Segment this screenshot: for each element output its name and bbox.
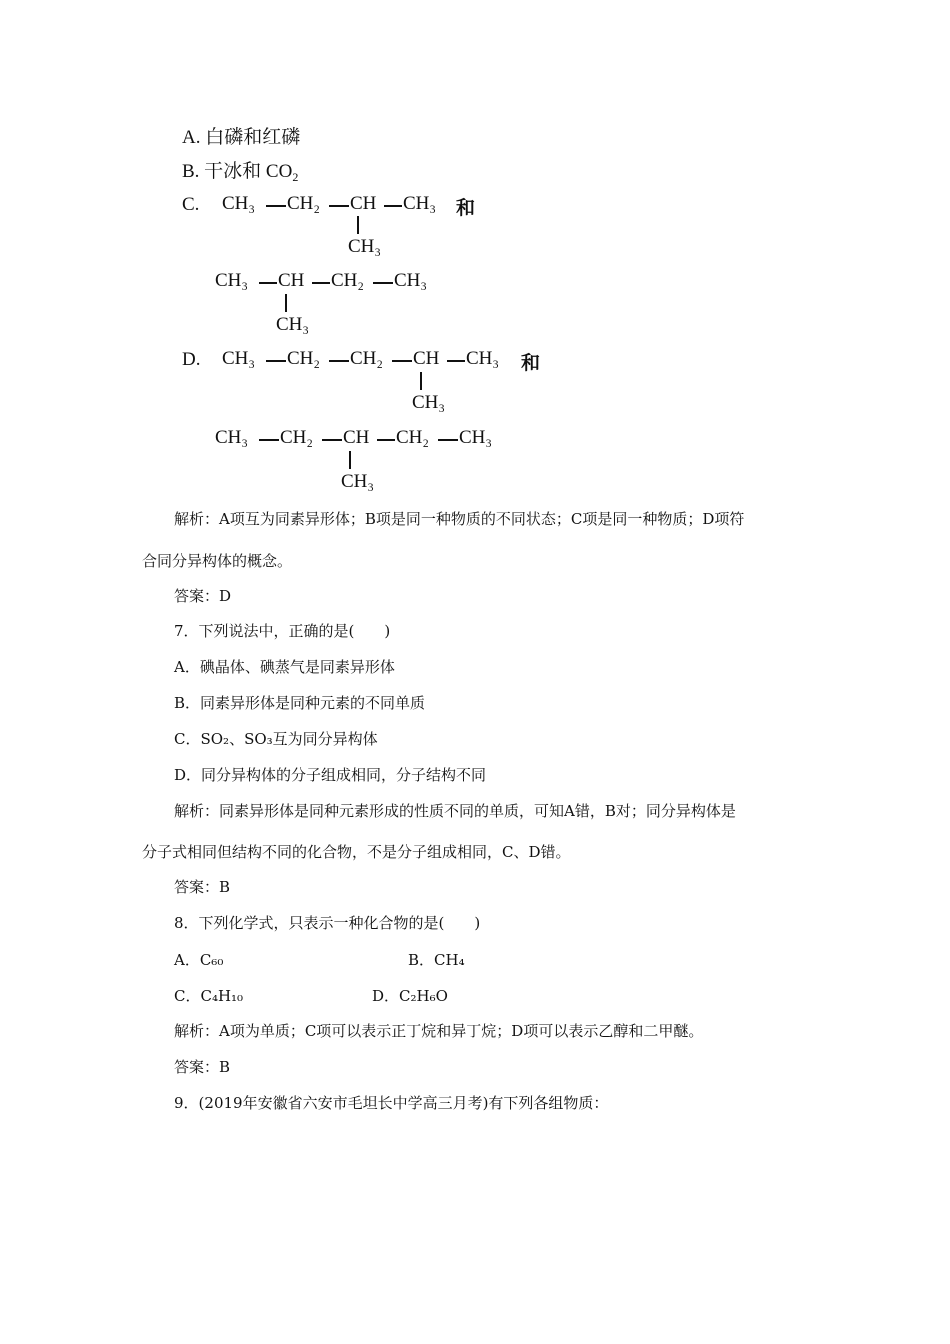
group-ch3: CH₃	[394, 270, 428, 291]
bond	[329, 360, 349, 362]
q8-option-a: A．C₆₀	[174, 951, 224, 969]
group-ch3: CH₃	[215, 427, 249, 448]
option-c-label: C.	[182, 194, 200, 215]
group-ch3: CH₃	[412, 392, 446, 413]
group-ch3: CH₃	[215, 270, 249, 291]
q7-answer: 答案：B	[174, 878, 231, 896]
q6-analysis-line2: 合同分异构体的概念。	[142, 552, 293, 570]
group-ch2: CH₂	[350, 348, 384, 369]
group-ch3: CH₃	[276, 314, 310, 335]
group-ch2: CH₂	[331, 270, 365, 291]
group-ch2: CH₂	[287, 348, 321, 369]
group-ch3: CH₃	[222, 193, 256, 214]
group-ch: CH	[413, 348, 440, 369]
bond	[384, 205, 402, 207]
q8-analysis: 解析：A项为单质；C项可以表示正丁烷和异丁烷；D项可以表示乙醇和二甲醚。	[174, 1022, 704, 1040]
bond	[392, 360, 412, 362]
q8-stem: 8．下列化学式，只表示一种化合物的是( )	[174, 914, 481, 932]
bond	[285, 294, 287, 312]
q7-option-b: B．同素异形体是同种元素的不同单质	[174, 694, 426, 712]
and-word: 和	[456, 198, 476, 219]
q7-analysis-line2: 分子式相同但结构不同的化合物，不是分子组成相同，C、D错。	[142, 843, 571, 861]
bond	[357, 216, 359, 234]
group-ch2: CH₂	[396, 427, 430, 448]
group-ch2: CH₂	[287, 193, 321, 214]
group-ch: CH	[350, 193, 377, 214]
bond	[447, 360, 465, 362]
bond	[259, 282, 277, 284]
group-ch3: CH₃	[466, 348, 500, 369]
q7-option-a: A．碘晶体、碘蒸气是同素异形体	[174, 658, 395, 676]
bond	[266, 360, 286, 362]
q7-option-c: C．SO₂、SO₃互为同分异构体	[174, 730, 378, 748]
bond	[349, 451, 351, 469]
q9-stem: 9．(2019年安徽省六安市毛坦长中学高三月考)有下列各组物质：	[174, 1094, 609, 1112]
q7-stem: 7．下列说法中，正确的是( )	[174, 622, 391, 640]
q8-option-d: D．C₂H₆O	[372, 987, 448, 1005]
option-b-subscript: 2	[292, 170, 299, 184]
bond	[259, 439, 279, 441]
q8-option-c: C．C₄H₁₀	[174, 987, 244, 1005]
option-b-text: B. 干冰和 CO	[182, 161, 293, 182]
option-d-label: D.	[182, 349, 201, 370]
q7-option-d: D．同分异构体的分子组成相同，分子结构不同	[174, 766, 487, 784]
group-ch3: CH₃	[341, 471, 375, 492]
bond	[420, 372, 422, 390]
bond	[312, 282, 330, 284]
group-ch: CH	[278, 270, 305, 291]
bond	[373, 282, 393, 284]
group-ch3: CH₃	[459, 427, 493, 448]
bond	[322, 439, 342, 441]
q8-option-b: B．CH₄	[408, 951, 465, 969]
group-ch3: CH₃	[403, 193, 437, 214]
q8-answer: 答案：B	[174, 1058, 231, 1076]
bond	[329, 205, 349, 207]
bond	[266, 205, 286, 207]
option-a: A. 白磷和红磷	[182, 127, 301, 148]
and-word: 和	[521, 353, 541, 374]
option-b	[182, 160, 298, 185]
q6-analysis-line1: 解析：A项互为同素异形体；B项是同一种物质的不同状态；C项是同一种物质；D项符	[174, 510, 745, 528]
group-ch: CH	[343, 427, 370, 448]
bond	[438, 439, 458, 441]
group-ch3: CH₃	[348, 236, 382, 257]
q7-analysis-line1: 解析：同素异形体是同种元素形成的性质不同的单质，可知A错，B对；同分异构体是	[174, 802, 736, 820]
bond	[377, 439, 395, 441]
group-ch3: CH₃	[222, 348, 256, 369]
group-ch2: CH₂	[280, 427, 314, 448]
q6-answer: 答案：D	[174, 587, 232, 605]
